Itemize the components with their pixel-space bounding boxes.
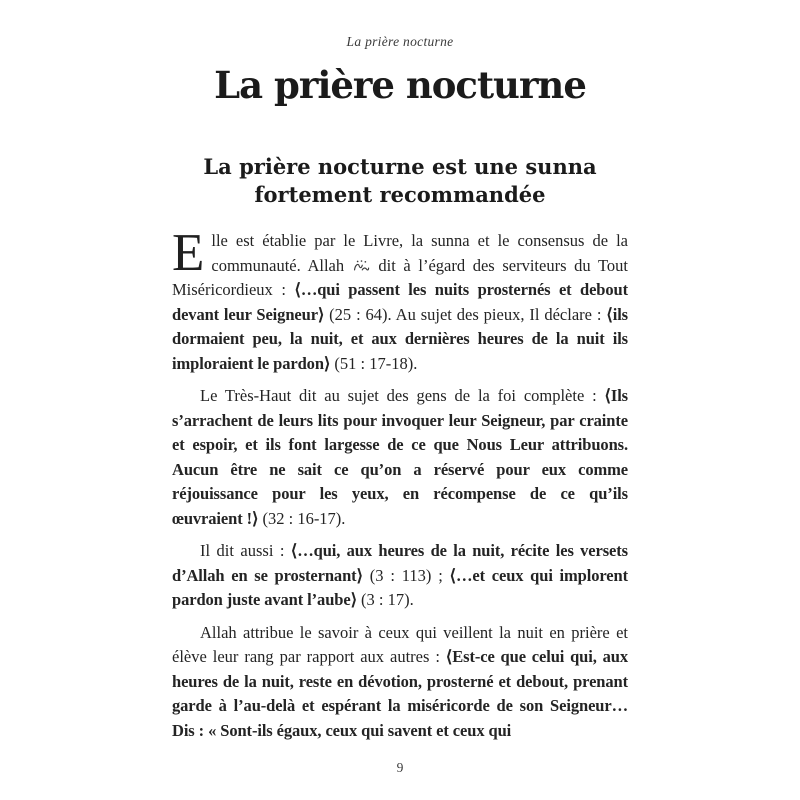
paragraph (172, 539, 628, 613)
page-number: 9 (396, 760, 404, 775)
body-text: lle est établie par le Livre, la sunna et le consensus de la communauté. Allah (211, 231, 628, 275)
running-header: La prière nocturne (346, 34, 454, 49)
body-text: Il dit aussi : (200, 541, 291, 560)
body-text: (51 : 17-18). (330, 353, 418, 373)
body-text: (25 : 64). Au sujet des pieux, Il déclare : (324, 304, 607, 324)
quran-quote-text: ⟨ils dormaient peu, la nuit, et aux dernières heures de la nuit ils imploraient le pardon⟩ (172, 304, 629, 373)
body-text: (3 : 113) ; (362, 565, 450, 585)
quran-quote-text: ⟨Est-ce que celui qui, aux heures de la nuit, reste en dévotion, prosterné et debout, prenant garde à l’au-delà et espérant la miséricorde de son Seigneur… Dis : « Sont-ils égaux, ceux qui savent et ceux qui (172, 647, 628, 740)
body-text: dit à l’égard des serviteurs du Tout Miséricordieux : (172, 255, 628, 299)
page-title: La prière nocturne (214, 63, 586, 107)
body-text: (32 : 16-17). (258, 508, 346, 528)
section-heading: La prière nocturne est une sunna fortement recommandée (203, 154, 597, 207)
quran-quote-text: ⟨…qui, aux heures de la nuit, récite les versets d’Allah en se prosternant⟩ (172, 541, 628, 585)
paragraph (172, 621, 628, 744)
body-text: (3 : 17). (356, 590, 414, 609)
dropcap-letter: E (172, 224, 205, 282)
allah-honorific-icon (353, 259, 370, 273)
quran-quote-text: ⟨Ils s’arrachent de leurs lits pour invoquer leur Seigneur, par crainte et espoir, et ils font largesse de ce que Nous Leur attribuons. Aucun être ne sait ce qu’on a réservé pour eux comme réjouissance pour les yeux, en récompense de ce qu’ils œuvraient !⟩ (172, 386, 628, 528)
paragraph (172, 384, 628, 531)
body-paragraphs (172, 224, 629, 743)
body-text: Le Très-Haut dit au sujet des gens de la foi complète : (200, 386, 605, 405)
quran-quote-text: ⟨…et ceux qui implorent pardon juste avant l’aube⟩ (172, 565, 629, 609)
body-text: Allah attribue le savoir à ceux qui veillent la nuit en prière et élève leur rang par rapport aux autres : (172, 622, 628, 666)
quran-quote-text: ⟨…qui passent les nuits prosternés et debout devant leur Seigneur⟩ (172, 280, 629, 324)
paragraph (172, 224, 629, 376)
